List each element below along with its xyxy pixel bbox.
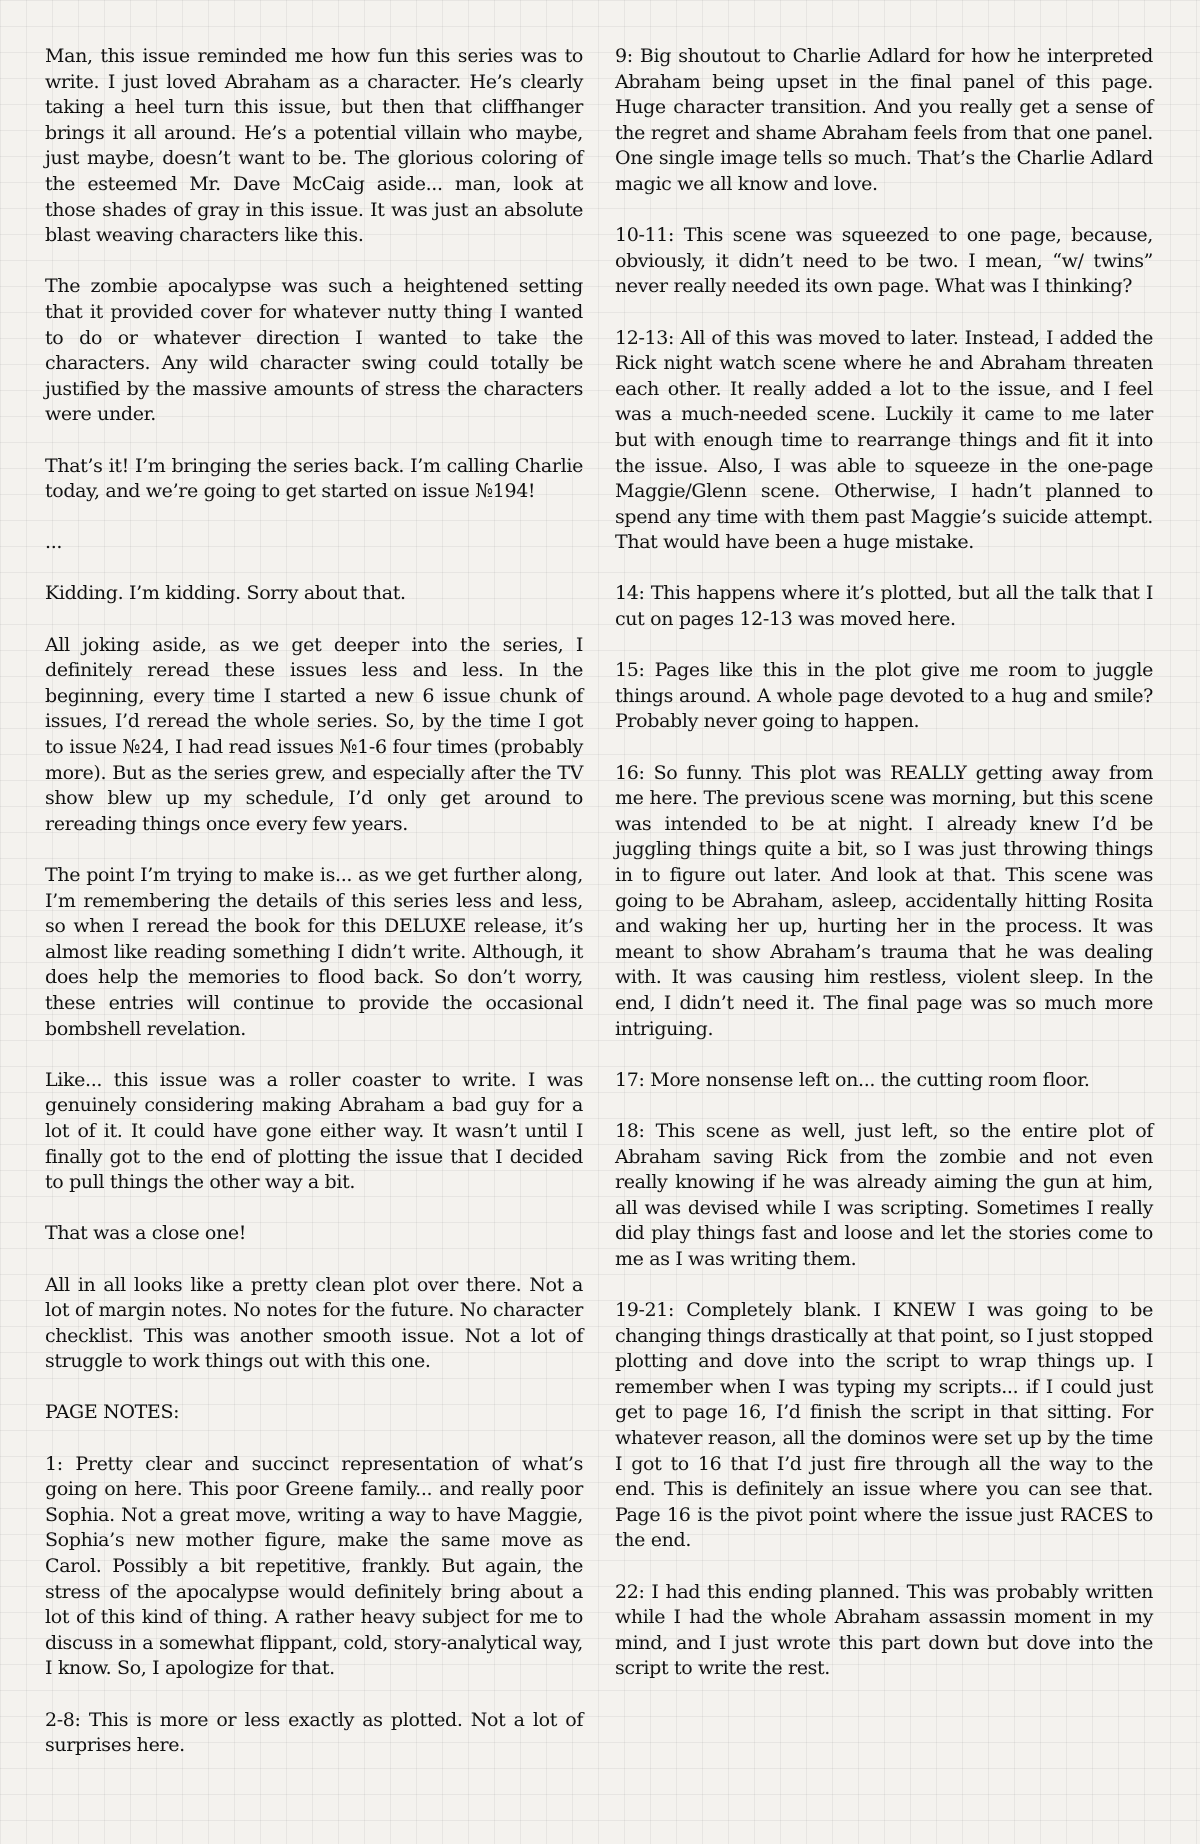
paragraph: That was a close one! [45,1222,247,1245]
page-note: 14: This happens where it’s plotted, but all the talk that I cut on pages 12-13 was moved here. [615,582,1153,631]
paragraph: Kidding. I’m kidding. Sorry about that. [45,582,406,605]
paragraph: All joking aside, as we get deeper into the series, I definitely reread these issues less and less. In the beginning, every time I started a new 6 issue chunk of issues, I’d reread the whole series. So, by the time I got to issue №24, I had read issues №1-6 four times (probably more). But as the series grew, and especially after the TV show blew up my schedule, I’d only get around to rereading things once every few years. [45,633,583,835]
paragraph: ... [45,531,63,554]
page-note: 19-21: Completely blank. I KNEW I was going to be changing things drastically at that point, so I just stopped plotting and dove into the script to wrap things up. I remember when I was typing my scripts... if I could just get to page 16, I’d finish the script in that sitting. For whatever reason, all the dominos were set up by the time I got to 16 that I’d just fire through all the way to the end. This is definitely an issue where you can see that. Page 16 is the pivot point where the issue just RACES to the end. [615,1299,1153,1552]
paragraph: 1: Pretty clear and succinct representation of what’s going on here. This poor Greene family... and really poor Sophia. Not a great move, writing a way to have Maggie, Sophia’s new mother figure, make the same move as Carol. Possibly a bit repetitive, frankly. But again, the stress of the apocalypse would definitely bring about a lot of this kind of thing. A rather heavy subject for me to discuss in a somewhat flippant, cold, story-analytical way, I know. So, I apologize for that. [45,1452,583,1680]
paragraph: Man, this issue reminded me how fun this series was to write. I just loved Abraham as a character. He’s clearly taking a heel turn this issue, but then that cliffhanger brings it all around. He’s a potential villain who maybe, just maybe, doesn’t want to be. The glorious coloring of the esteemed Mr. Dave McCaig aside... man, look at those shades of gray in this issue. It was just an absolute blast weaving characters like this. [45,45,583,247]
page-note: 16: So funny. This plot was REALLY getting away from me here. The previous scene was morning, but this scene was intended to be at night. I already knew I’d be juggling things quite a bit, so I was just throwing things in to figure out later. And look at that. This scene was going to be Abraham, asleep, accidentally hitting Rosita and waking her up, hurting her in the process. It was meant to show Abraham’s trauma that he was dealing with. It was causing him restless, violent sleep. In the end, I didn’t need it. The final page was so much more intriguing. [615,761,1153,1040]
paragraph: All in all looks like a pretty clean plot over there. Not a lot of margin notes. No notes for the future. No character checklist. This was another smooth issue. Not a lot of struggle to work things out with this one. [45,1273,583,1373]
paragraph: The point I’m trying to make is... as we get further along, I’m remembering the details of this series less and less, so when I reread the book for this DELUXE release, it’s almost like reading something I didn’t write. Although, it does help the memories to flood back. So don’t worry, these entries will continue to provide the occasional bombshell revelation. [45,864,583,1040]
page-note: 18: This scene as well, just left, so the entire plot of Abraham saving Rick from the zombie and not even really knowing if he was already aiming the gun at him, all was devised while I was scripting. Sometimes I really did play things fast and loose and let the stories come to me as I was writing them. [615,1119,1153,1270]
paragraph: 2-8: This is more or less exactly as plotted. Not a lot of surprises here. [45,1708,583,1757]
paragraph: Like... this issue was a roller coaster to write. I was genuinely considering making Abraham a bad guy for a lot of it. It could have gone either way. It wasn’t until I finally got to the end of plotting the issue that I decided to pull things the other way a bit. [45,1068,583,1194]
page-note: 22: I had this ending planned. This was probably written while I had the whole Abraham assassin moment in my mind, and I just wrote this part down but dove into the script to write the rest. [615,1580,1153,1680]
left-column [45,44,583,1759]
page-note: 10-11: This scene was squeezed to one page, because, obviously, it didn’t need to be two. I mean, “w/ twins” never really needed its own page. What was I thinking? [615,224,1153,298]
page-note: 12-13: All of this was moved to later. Instead, I added the Rick night watch scene where he and Abraham threaten each other. It really added a lot to the issue, and I feel was a much-needed scene. Luckily it came to me later but with enough time to rearrange things and fit it into the issue. Also, I was able to squeeze in the one-page Maggie/Glenn scene. Otherwise, I hadn’t planned to spend any time with them past Maggie’s suicide attempt. That would have been a huge mistake. [615,326,1153,554]
section-heading: PAGE NOTES: [45,1401,180,1424]
page-note: 15: Pages like this in the plot give me room to juggle things around. A whole page devoted to a hug and smile? Probably never going to happen. [615,659,1153,733]
page-note: 9: Big shoutout to Charlie Adlard for how he interpreted Abraham being upset in the final panel of this page. Huge character transition. And you really get a sense of the regret and shame Abraham feels from that one panel. One single image tells so much. That’s the Charlie Adlard magic we all know and love. [615,45,1153,195]
right-column [615,44,1153,1682]
page-note: 17: More nonsense left on... the cutting room floor. [615,1068,1090,1091]
paragraph: The zombie apocalypse was such a heightened setting that it provided cover for whatever nutty thing I wanted to do or whatever direction I wanted to take the characters. Any wild character swing could totally be justified by the massive amounts of stress the characters were under. [45,275,583,426]
paragraph: That’s it! I’m bringing the series back. I’m calling Charlie today, and we’re going to get started on issue №194! [45,454,583,503]
